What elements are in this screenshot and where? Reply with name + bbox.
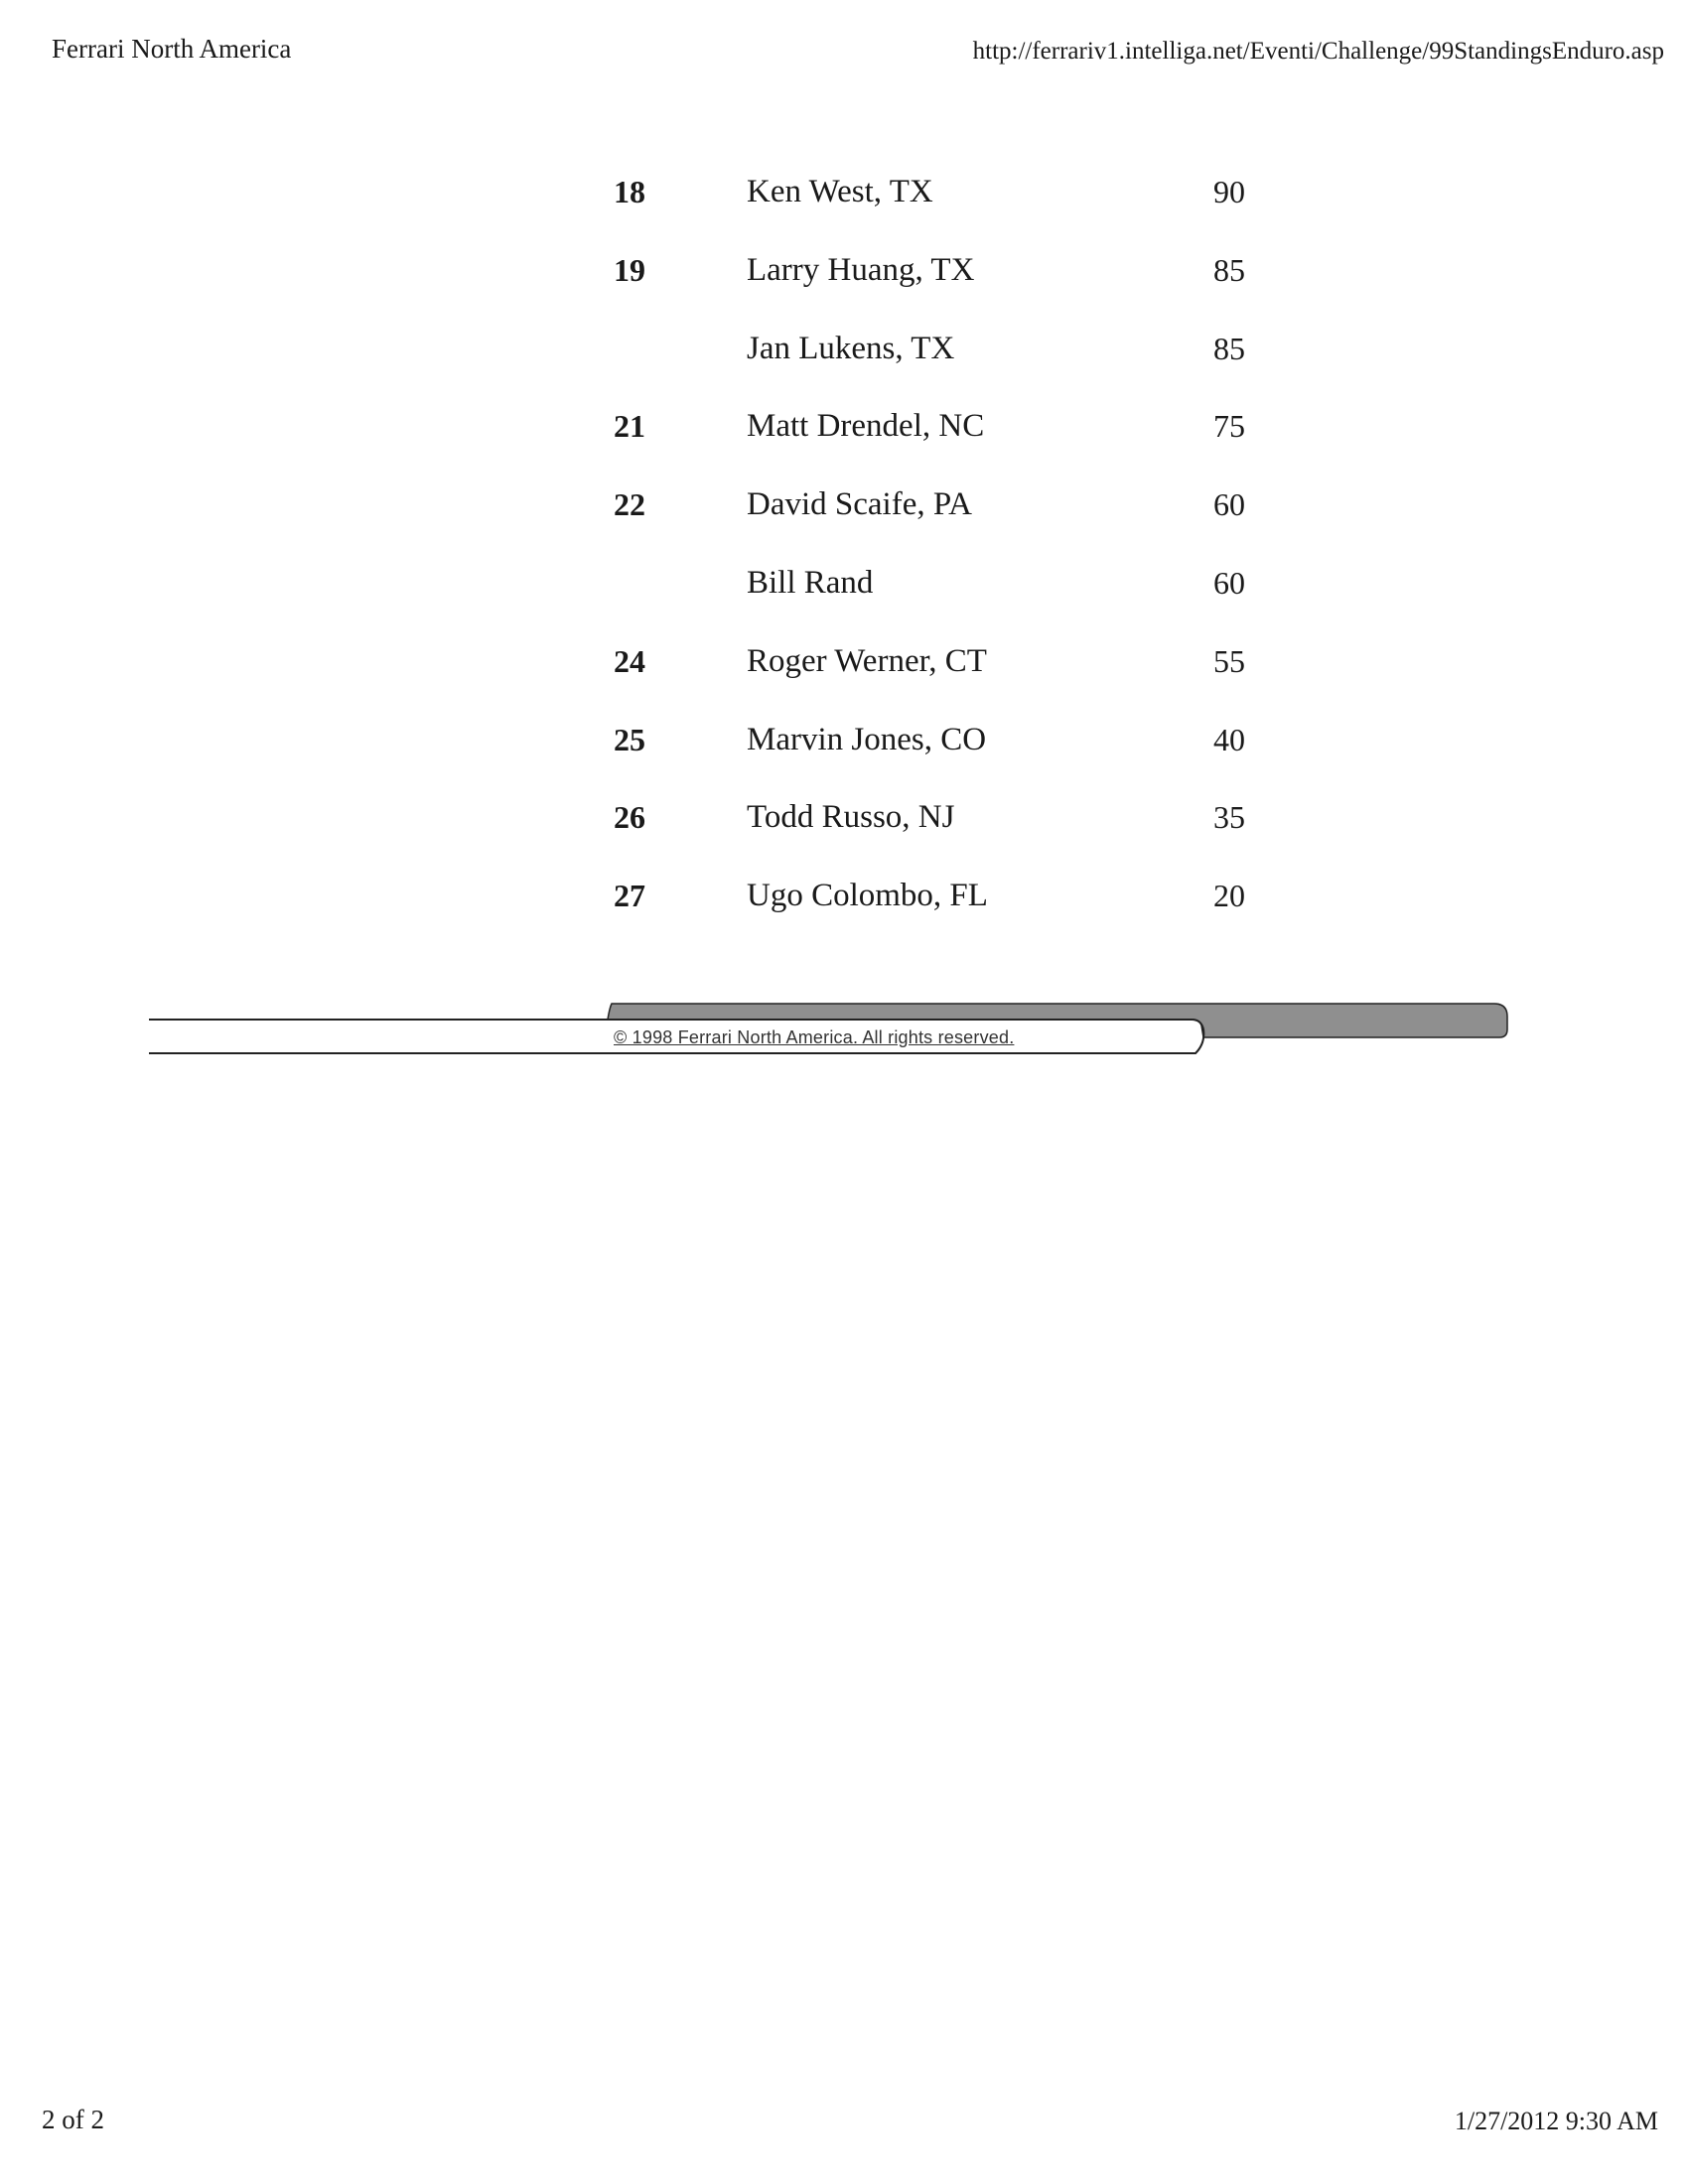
position-cell: 21 bbox=[614, 408, 645, 445]
points-cell: 55 bbox=[1213, 642, 1245, 679]
driver-cell: David Scaife, PA bbox=[747, 486, 973, 523]
position-cell: 18 bbox=[614, 174, 645, 209]
standings-table bbox=[596, 156, 1291, 938]
print-header-url: http://ferrariv1.intelliga.net/Eventi/Challenge/99StandingsEnduro.asp bbox=[972, 38, 1664, 65]
driver-cell: Larry Huang, TX bbox=[747, 251, 975, 288]
position-cell: 27 bbox=[614, 878, 645, 914]
print-header-site-title: Ferrari North America bbox=[52, 34, 292, 64]
copyright-link[interactable]: © 1998 Ferrari North America. All rights reserved. bbox=[614, 1027, 1015, 1047]
position-cell: 19 bbox=[614, 251, 645, 288]
points-cell: 85 bbox=[1213, 330, 1245, 366]
position-cell: 22 bbox=[614, 486, 645, 523]
driver-cell: Jan Lukens, TX bbox=[747, 330, 955, 366]
footer-bar bbox=[149, 998, 1509, 1062]
points-cell: 60 bbox=[1213, 564, 1245, 601]
position-cell: 25 bbox=[614, 721, 645, 757]
table-row bbox=[596, 390, 1291, 469]
points-cell: 90 bbox=[1213, 174, 1245, 209]
driver-cell: Bill Rand bbox=[747, 564, 874, 601]
points-cell: 75 bbox=[1213, 408, 1245, 445]
table-row bbox=[596, 469, 1291, 547]
position-cell: 26 bbox=[614, 799, 645, 836]
table-row bbox=[596, 156, 1291, 234]
table-row bbox=[596, 704, 1291, 782]
table-row bbox=[596, 234, 1291, 313]
table-row bbox=[596, 313, 1291, 391]
driver-cell: Marvin Jones, CO bbox=[747, 721, 987, 757]
table-row bbox=[596, 781, 1291, 860]
table-row bbox=[596, 625, 1291, 704]
points-cell: 60 bbox=[1213, 486, 1245, 523]
points-cell: 35 bbox=[1213, 799, 1245, 836]
driver-cell: Matt Drendel, NC bbox=[747, 408, 985, 445]
position-cell: 24 bbox=[614, 642, 645, 679]
driver-cell: Roger Werner, CT bbox=[747, 642, 987, 679]
table-row bbox=[596, 547, 1291, 625]
table-row bbox=[596, 860, 1291, 938]
driver-cell: Todd Russo, NJ bbox=[747, 799, 955, 836]
driver-cell: Ugo Colombo, FL bbox=[747, 878, 988, 914]
points-cell: 40 bbox=[1213, 721, 1245, 757]
print-footer-timestamp: 1/27/2012 9:30 AM bbox=[1454, 2107, 1658, 2135]
points-cell: 20 bbox=[1213, 878, 1245, 914]
points-cell: 85 bbox=[1213, 251, 1245, 288]
print-footer-page-indicator: 2 of 2 bbox=[42, 2105, 104, 2134]
driver-cell: Ken West, TX bbox=[747, 174, 933, 209]
